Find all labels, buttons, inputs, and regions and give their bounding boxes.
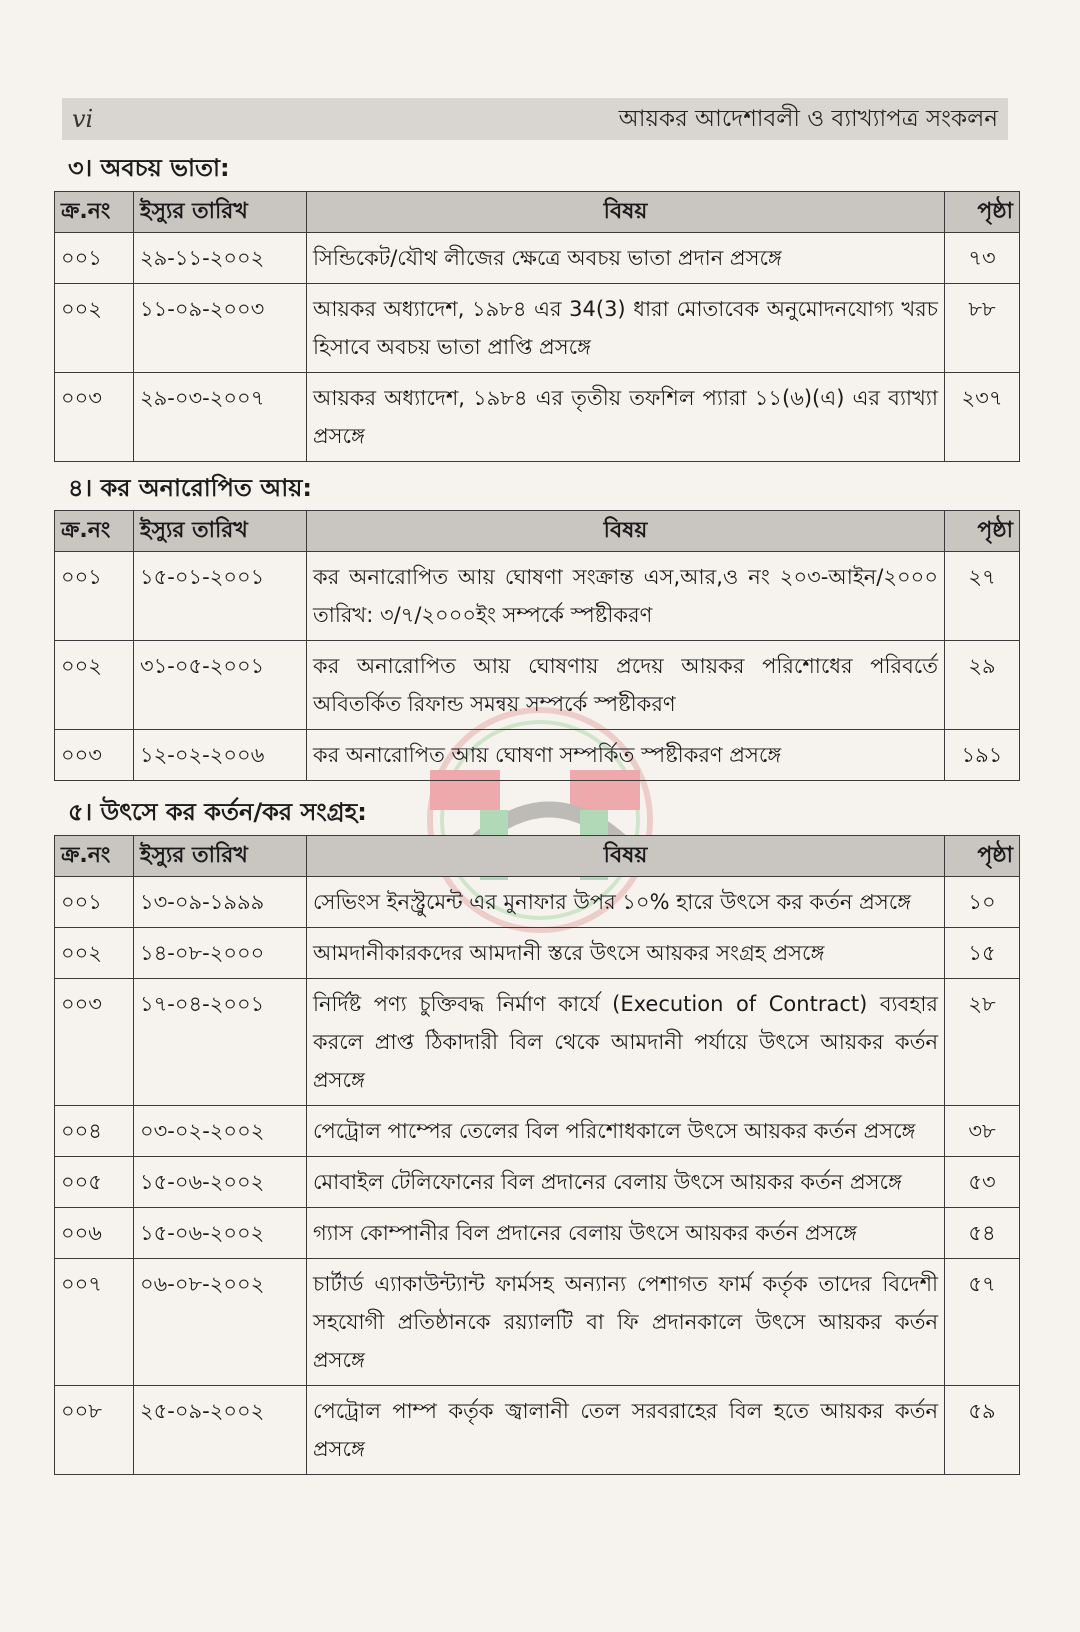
- table-row: [55, 928, 1020, 979]
- table-header-row: [55, 511, 1020, 552]
- cell-serial: ০০১: [55, 552, 134, 641]
- col-header-page: পৃষ্ঠা: [945, 511, 1020, 552]
- col-header-serial: ক্র.নং: [55, 511, 134, 552]
- cell-date: ২৯-১১-২০০২: [134, 233, 307, 284]
- cell-page: ২৯: [945, 641, 1020, 730]
- col-header-date: ইস্যুর তারিখ: [134, 511, 307, 552]
- toc-table-untaxed-income: [54, 510, 1020, 781]
- cell-subject: সিন্ডিকেট/যৌথ লীজের ক্ষেত্রে অবচয় ভাতা প্রদান প্রসঙ্গে: [307, 233, 945, 284]
- cell-subject: কর অনারোপিত আয় ঘোষণায় প্রদেয় আয়কর পরিশোধের পরিবর্তে অবিতর্কিত রিফান্ড সমন্বয় সম্পর্কে স্পষ্টীকরণ: [307, 641, 945, 730]
- table-row: [55, 1386, 1020, 1475]
- cell-serial: ০০৫: [55, 1157, 134, 1208]
- cell-serial: ০০২: [55, 284, 134, 373]
- cell-page: ৩৮: [945, 1106, 1020, 1157]
- col-header-subject: বিষয়: [307, 836, 945, 877]
- cell-subject: সেভিংস ইনস্ট্রুমেন্ট এর মুনাফার উপর ১০% হারে উৎসে কর কর্তন প্রসঙ্গে: [307, 877, 945, 928]
- toc-table-tax-deduction: [54, 835, 1020, 1475]
- cell-date: ২৫-০৯-২০০২: [134, 1386, 307, 1475]
- cell-page: ৫৯: [945, 1386, 1020, 1475]
- cell-date: ১৫-০৬-২০০২: [134, 1157, 307, 1208]
- cell-subject: আমদানীকারকদের আমদানী স্তরে উৎসে আয়কর সংগ্রহ প্রসঙ্গে: [307, 928, 945, 979]
- col-header-page: পৃষ্ঠা: [945, 192, 1020, 233]
- cell-serial: ০০৪: [55, 1106, 134, 1157]
- cell-page: ৭৩: [945, 233, 1020, 284]
- book-title: আয়কর আদেশাবলী ও ব্যাখ্যাপত্র সংকলন: [618, 105, 998, 132]
- cell-date: ১৪-০৮-২০০০: [134, 928, 307, 979]
- cell-serial: ০০৩: [55, 730, 134, 781]
- cell-serial: ০০২: [55, 641, 134, 730]
- table-row: [55, 877, 1020, 928]
- cell-page: ২৮: [945, 979, 1020, 1106]
- cell-page: ৫৭: [945, 1259, 1020, 1386]
- cell-date: ৩১-০৫-২০০১: [134, 641, 307, 730]
- col-header-page: পৃষ্ঠা: [945, 836, 1020, 877]
- cell-date: ০৩-০২-২০০২: [134, 1106, 307, 1157]
- table-row: [55, 373, 1020, 462]
- table-row: [55, 552, 1020, 641]
- page-number: vi: [72, 105, 94, 133]
- cell-page: ৮৮: [945, 284, 1020, 373]
- cell-serial: ০০২: [55, 928, 134, 979]
- section-title-tax-deduction: ৫। উৎসে কর কর্তন/কর সংগ্রহ:: [68, 798, 367, 826]
- table-row: [55, 1106, 1020, 1157]
- toc-table-depreciation: [54, 191, 1020, 462]
- cell-serial: ০০৬: [55, 1208, 134, 1259]
- cell-date: ১৫-০৬-২০০২: [134, 1208, 307, 1259]
- table-header-row: [55, 836, 1020, 877]
- cell-page: ১৯১: [945, 730, 1020, 781]
- cell-subject: কর অনারোপিত আয় ঘোষণা সংক্রান্ত এস,আর,ও নং ২০৩-আইন/২০০০ তারিখ: ৩/৭/২০০০ইং সম্পর্কে স্পষ্টীকরণ: [307, 552, 945, 641]
- cell-serial: ০০১: [55, 233, 134, 284]
- cell-date: ১৫-০১-২০০১: [134, 552, 307, 641]
- cell-page: ১৫: [945, 928, 1020, 979]
- table-row: [55, 1157, 1020, 1208]
- cell-page: ৫৩: [945, 1157, 1020, 1208]
- col-header-serial: ক্র.নং: [55, 836, 134, 877]
- cell-subject: নির্দিষ্ট পণ্য চুক্তিবদ্ধ নির্মাণ কার্যে (Execution of Contract) ব্যবহার করলে প্রাপ্ত ঠিকাদারী বিল থেকে আমদানী পর্যায়ে উৎসে আয়কর কর্তন প্রসঙ্গে: [307, 979, 945, 1106]
- cell-subject: চার্টার্ড এ্যাকাউন্ট্যান্ট ফার্মসহ অন্যান্য পেশাগত ফার্ম কর্তৃক তাদের বিদেশী সহযোগী প্রতিষ্ঠানকে রয়্যালটি বা ফি প্রদানকালে উৎসে আয়কর কর্তন প্রসঙ্গে: [307, 1259, 945, 1386]
- cell-subject: কর অনারোপিত আয় ঘোষণা সম্পর্কিত স্পষ্টীকরণ প্রসঙ্গে: [307, 730, 945, 781]
- cell-subject: আয়কর অধ্যাদেশ, ১৯৮৪ এর 34(3) ধারা মোতাবেক অনুমোদনযোগ্য খরচ হিসাবে অবচয় ভাতা প্রাপ্তি প্রসঙ্গে: [307, 284, 945, 373]
- cell-subject: আয়কর অধ্যাদেশ, ১৯৮৪ এর তৃতীয় তফশিল প্যারা ১১(৬)(এ) এর ব্যাখ্যা প্রসঙ্গে: [307, 373, 945, 462]
- cell-page: ১০: [945, 877, 1020, 928]
- cell-date: ১৩-০৯-১৯৯৯: [134, 877, 307, 928]
- table-header-row: [55, 192, 1020, 233]
- cell-serial: ০০৩: [55, 373, 134, 462]
- cell-serial: ০০৩: [55, 979, 134, 1106]
- cell-date: ০৬-০৮-২০০২: [134, 1259, 307, 1386]
- col-header-subject: বিষয়: [307, 192, 945, 233]
- col-header-date: ইস্যুর তারিখ: [134, 192, 307, 233]
- cell-serial: ০০১: [55, 877, 134, 928]
- cell-page: ২৩৭: [945, 373, 1020, 462]
- cell-page: ৫৪: [945, 1208, 1020, 1259]
- cell-subject: পেট্রোল পাম্পের তেলের বিল পরিশোধকালে উৎসে আয়কর কর্তন প্রসঙ্গে: [307, 1106, 945, 1157]
- cell-date: ২৯-০৩-২০০৭: [134, 373, 307, 462]
- table-row: [55, 641, 1020, 730]
- table-row: [55, 284, 1020, 373]
- cell-subject: পেট্রোল পাম্প কর্তৃক জ্বালানী তেল সরবরাহের বিল হতে আয়কর কর্তন প্রসঙ্গে: [307, 1386, 945, 1475]
- cell-date: ১১-০৯-২০০৩: [134, 284, 307, 373]
- table-row: [55, 1208, 1020, 1259]
- cell-subject: গ্যাস কোম্পানীর বিল প্রদানের বেলায় উৎসে আয়কর কর্তন প্রসঙ্গে: [307, 1208, 945, 1259]
- cell-serial: ০০৮: [55, 1386, 134, 1475]
- table-row: [55, 979, 1020, 1106]
- col-header-subject: বিষয়: [307, 511, 945, 552]
- cell-serial: ০০৭: [55, 1259, 134, 1386]
- running-header: [62, 98, 1008, 140]
- cell-date: ১২-০২-২০০৬: [134, 730, 307, 781]
- section-title-depreciation: ৩। অবচয় ভাতা:: [68, 154, 230, 182]
- cell-subject: মোবাইল টেলিফোনের বিল প্রদানের বেলায় উৎসে আয়কর কর্তন প্রসঙ্গে: [307, 1157, 945, 1208]
- table-row: [55, 1259, 1020, 1386]
- cell-date: ১৭-০৪-২০০১: [134, 979, 307, 1106]
- section-title-untaxed-income: ৪। কর অনারোপিত আয়:: [68, 474, 312, 502]
- table-row: [55, 233, 1020, 284]
- cell-page: ২৭: [945, 552, 1020, 641]
- col-header-date: ইস্যুর তারিখ: [134, 836, 307, 877]
- table-row: [55, 730, 1020, 781]
- col-header-serial: ক্র.নং: [55, 192, 134, 233]
